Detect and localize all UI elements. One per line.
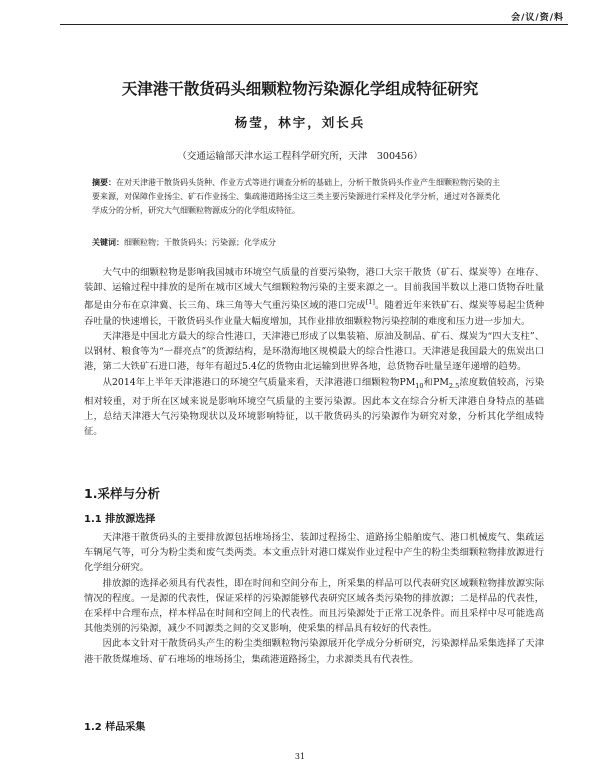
s11-paragraph-1: 天津港干散货码头的主要排放源包括堆场扬尘、装卸过程扬尘、道路扬尘船舶废气、港口机械废气、集疏运车辆尾气等，可分为粉尘类和废气类两类。本文重点针对港口煤炭作业过程中产生的粉尘类细颗粒物排放源进行化学组分研究。	[84, 532, 544, 574]
intro-paragraph-1	[84, 265, 544, 329]
citation-ref: [1]	[365, 298, 375, 307]
keywords	[92, 237, 500, 248]
intro-paragraph-3	[84, 375, 544, 440]
section-1-1-heading: 1.1 排放源选择	[84, 514, 156, 525]
introduction	[84, 265, 544, 439]
keywords-text: 细颗粒物；干散货码头；污染源；化学成分	[124, 238, 276, 247]
page-number: 31	[294, 752, 306, 761]
abstract-label: 摘要：	[92, 178, 116, 187]
paper-authors: 杨莹，林宇，刘长兵	[234, 115, 366, 130]
section-1-heading: 1.采样与分析	[84, 486, 160, 501]
pm10-subscript: 10	[415, 381, 424, 390]
intro-p3-c: 浓度数值较高，污染相对较重，对于所在区域来说是影响环境空气质量的主要污染源。因此本文在综合分析天津港自身特点的基础上，总结天津港大气污染物现状以及环境影响特征，以干散货码头的污染源作为研究对象，分析其化学组成特征。	[84, 376, 544, 437]
intro-p3-a: 从2014年上半年天津港港口的环境空气质量来看，天津港港口细颗粒物PM	[102, 376, 416, 388]
paper-affiliation: （交通运输部天津水运工程科学研究所，天津 300456）	[177, 151, 423, 162]
intro-p1-rest: 。随着近年来铁矿石、煤炭等易起尘货种吞吐量的快速增长，干散货码头作业量大幅度增加，其作业排放细颗粒物污染控制的难度和压力进一步加大。	[84, 300, 544, 327]
intro-paragraph-2: 天津港是中国北方最大的综合性港口，天津港已形成了以集装箱、原油及制品、矿石、煤炭为“四大支柱”、以钢材、粮食等为“一群亮点”的货源结构，是环渤海地区规模最大的综合性港口。天津港是我国最大的焦炭出口港，第二大铁矿石进口港，每年有超过5.4亿的货物由北运输到世界各地，总货物吞吐量呈逐年递增的趋势。	[84, 330, 544, 373]
pm25-subscript: 2.5	[448, 381, 460, 390]
abstract	[92, 176, 500, 218]
running-head: 会/议/资/料	[511, 13, 564, 23]
s11-paragraph-3: 因此本文针对干散货码头产生的粉尘类细颗粒物污染源展开化学成分分析研究，污染源样品采集选择了天津港干散货煤堆场、矿石堆场的堆场扬尘，集疏港道路扬尘，力求源类具有代表性。	[84, 638, 544, 665]
intro-p1-text: 大气中的细颗粒物是影响我国城市环境空气质量的首要污染物，港口大宗干散货（矿石、煤炭等）在堆存、装卸、运输过程中排放的是所在城市区域大气细颗粒物污染的主要来源之一。目前我国半数以上港口货物吞吐量都是由分布在京津冀、长三角、珠三角等大气重污染区域的港口完成	[84, 267, 544, 312]
paper-title: 天津港干散货码头细颗粒物污染源化学组成特征研究	[121, 80, 479, 98]
section-1-2-heading: 1.2 样品采集	[84, 722, 146, 733]
s11-paragraph-2: 排放源的选择必须具有代表性，即在时间和空间分布上，所采集的样品可以代表研究区域颗粒物排放源实际情况的程度。一是源的代表性，保证采样的污染源能够代表研究区域各类污染物的排放源；二是样品的代表性，在采样中合理布点，样本样品在时间和空间上的代表性。而且污染源处于正常工况条件。而且采样中尽可能选高其他类别的污染源，减少不同源类之间的交叉影响，使采集的样品具有较好的代表性。	[84, 577, 544, 635]
intro-p3-b: 和PM	[423, 376, 449, 388]
abstract-text: 在对天津港干散货码头货种、作业方式等进行调查分析的基础上，分析干散货码头作业产生细颗粒物污染的主要来源，对保障作业扬尘、矿石作业扬尘、集疏港道路扬尘这三类主要污染源进行采样及化学分析，通过对各源类化学成分的分析，研究大气细颗粒物源成分的化学组成特征。	[92, 178, 500, 215]
section-1-1-body	[84, 530, 544, 667]
keywords-label: 关键词：	[92, 238, 124, 247]
header-rule	[60, 24, 568, 25]
